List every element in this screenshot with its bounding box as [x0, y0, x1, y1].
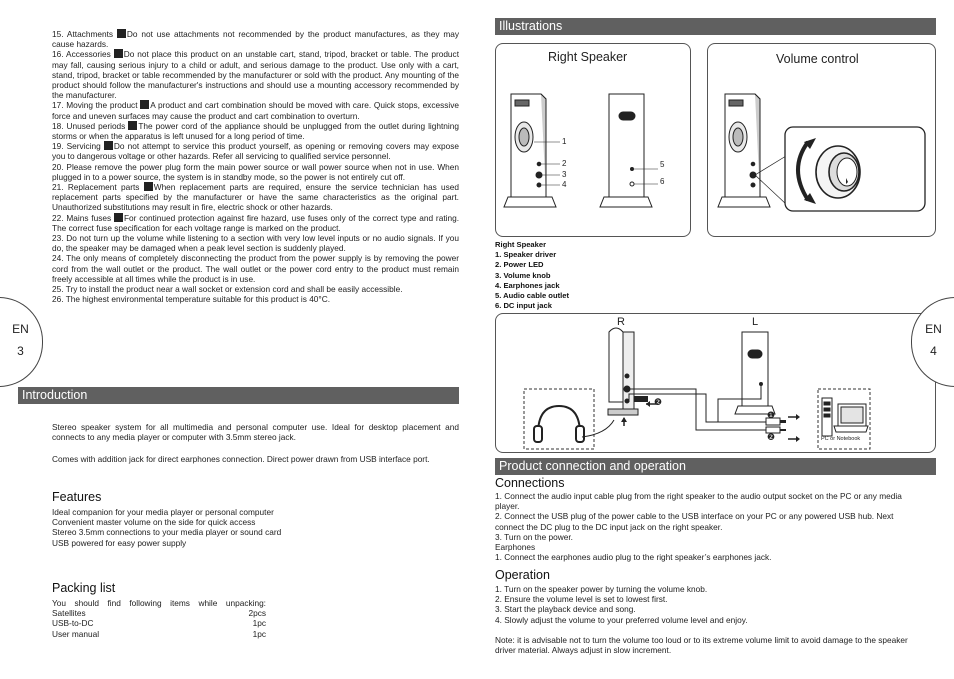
safety-list [52, 29, 459, 304]
bullet-square-icon [144, 182, 153, 191]
packing-qty: 2pcs [248, 608, 266, 619]
step-1-marker: ❶ [767, 410, 776, 420]
safety-item-body: 25. Try to install the product near a wall socket or extension cord and shall be easily accessible. [52, 284, 403, 295]
packing-item: Satellites [52, 608, 86, 619]
computer-icon [822, 398, 868, 436]
feature-item: Convenient master volume on the side for quick access [52, 517, 256, 528]
tab-page-number: 4 [930, 344, 937, 358]
section-bar-introduction [18, 387, 459, 404]
features-title: Features [52, 490, 102, 504]
legend-title: Right Speaker [495, 240, 547, 249]
safety-item-head: 22. Mains fuses [52, 212, 112, 223]
speaker-l-label: L [752, 316, 759, 328]
step-2-marker: ❷ [767, 432, 776, 442]
feature-item: USB powered for easy power supply [52, 537, 187, 548]
tab-page-number: 3 [17, 344, 24, 358]
speaker-l-icon [735, 332, 775, 414]
intro-paragraph-2: Comes with addition jack for direct earphones connection. Direct power drawn from USB interface port. [52, 454, 430, 464]
packing-item: USB-to-DC [52, 618, 94, 629]
safety-item-body: Do not use attachments not recommended by the product manufactures, as they may cause hazards. [52, 29, 460, 50]
connection-drawing [496, 314, 937, 454]
safety-item-23 [52, 233, 459, 253]
figure-title: Volume control [776, 52, 859, 66]
section-bar-illustrations [495, 18, 936, 35]
safety-item-head: 17. Moving the product [52, 100, 138, 111]
pc-notebook-label: PC or Notebook [821, 436, 861, 442]
parts-legend [495, 240, 569, 311]
safety-item-body: 20. Please remove the power plug form the main power source or wall power source when not in use. When plugged in to a power source, the system is in standby mode, so the power is not entirely cut off. [52, 161, 459, 182]
connection-step: 3. Turn on the power. [495, 531, 573, 542]
safety-item-25 [52, 284, 459, 294]
connection-step: 1. Connect the audio input cable plug from the right speaker to the audio output socket on the PC or any media player. [495, 491, 902, 512]
figure-title: Right Speaker [548, 50, 628, 64]
safety-item-body: Do not place this product on an unstable cart, stand, tripod, bracket or table. The product may fall, causing serious injury to a child or adult, and serious damage to the product. Use only with a cart, stand, tripod, bracket or table recommended by the manufacturer or sold with the product. Any mounting of the product should follow the manufacturer's instructions and should use a mounting accessory recommended by the manufacturer. [52, 49, 459, 101]
legend-item: 6. DC input jack [495, 301, 552, 311]
bullet-square-icon [128, 121, 137, 130]
safety-item-body: A product and cart combination should be moved with care. Quick stops, excessive force and uneven surfaces may cause the product and cart combination to overturn. [52, 100, 459, 121]
bullet-square-icon [104, 141, 113, 150]
packing-row [52, 629, 266, 639]
section-title: Product connection and operation [499, 459, 686, 473]
safety-item-body: 23. Do not turn up the volume while listening to a section with very low level inputs or no audio signals. If you do, the speaker may be damaged when a peak level section is suddenly played. [52, 233, 459, 254]
tab-language: EN [925, 322, 942, 336]
step-2-marker: ❷ [654, 397, 663, 407]
right-speaker-figure [495, 43, 691, 237]
tab-language: EN [12, 322, 29, 336]
volume-knob-drawing [708, 44, 937, 238]
callout-1: 1 [562, 137, 567, 146]
packing-list [52, 598, 266, 639]
legend-item: 5. Audio cable outlet [495, 291, 569, 301]
safety-item-head: 16. Accessories [52, 49, 111, 60]
callout-6: 6 [660, 177, 665, 186]
packing-qty: 1pc [252, 618, 266, 629]
callout-5: 5 [660, 160, 665, 169]
legend-item: 2. Power LED [495, 260, 544, 270]
packing-item: User manual [52, 628, 100, 639]
legend-item: 1. Speaker driver [495, 250, 557, 260]
connection-diagram [495, 313, 936, 453]
safety-item-body: When replacement parts are required, ensure the service technician has used replacement parts specified by the manufacturer or have the same characteristics as the original part. Unauthorized substitutions may result in fire, electric shock or other hazards. [52, 182, 459, 213]
safety-item-17 [52, 100, 459, 120]
connection-step: 1. Connect the earphones audio plug to the right speaker’s earphones jack. [495, 552, 772, 563]
packing-title: Packing list [52, 581, 116, 595]
volume-control-figure [707, 43, 936, 237]
right-speaker-drawing [496, 44, 692, 238]
speaker-r-label: R [617, 316, 625, 328]
operation-step: 1. Turn on the speaker power by turning the volume knob. [495, 584, 708, 594]
bullet-square-icon [114, 213, 123, 222]
connections-title: Connections [495, 476, 565, 490]
safety-item-21 [52, 182, 459, 213]
safety-item-body: 26. The highest environmental temperature suitable for this product is 40°C. [52, 294, 331, 305]
safety-item-22 [52, 213, 459, 233]
safety-item-15 [52, 29, 459, 49]
bullet-square-icon [117, 29, 126, 38]
headphones-icon [534, 406, 584, 442]
safety-item-head: 18. Unused periods [52, 120, 126, 131]
safety-item-24 [52, 253, 459, 284]
packing-row [52, 608, 266, 618]
intro-paragraph-1: Stereo speaker system for all multimedia and personal computer use. Ideal for desktop placement and connects to any media player or computer with 3.5mm stereo jack. [52, 422, 459, 443]
connections-text [495, 491, 905, 562]
callout-3: 3 [562, 170, 567, 179]
feature-item: Stereo 3.5mm connections to your media player or sound card [52, 527, 282, 538]
safety-item-body: The power cord of the appliance should be unplugged from the outlet during lightning storms or when the apparatus is left unused for a long period of time. [52, 120, 459, 142]
safety-item-body: 24. The only means of completely disconnecting the product from the power supply is by removing the power cord from the wall outlet or the product. The wall outlet or the power cord entry to the product must remain freely accessible at all times while the product is in use. [52, 253, 459, 284]
connection-step: 2. Connect the USB plug of the power cable to the USB interface on your PC or any powered USB hub. Next connect the DC plug to the DC input jack on the right speaker. [495, 511, 894, 532]
safety-item-head: 19. Servicing [52, 141, 101, 152]
bullet-square-icon [140, 100, 149, 109]
safety-item-body: For continued protection against fire hazard, use fuses only of the correct type and rating. The correct fuse specification for each voltage range is marked on the product. [52, 212, 459, 233]
packing-intro: You should find following items while unpacking: [52, 598, 266, 608]
section-title: Introduction [22, 388, 88, 402]
safety-item-head: 15. Attachments [52, 29, 114, 39]
operation-step: 3. Start the playback device and song. [495, 604, 636, 615]
operation-note: Note: it is advisable not to turn the volume too loud or to its extreme volume limit to avoid damage to the speaker driver material. Always adjust in slow increment. [495, 634, 908, 656]
callout-4: 4 [562, 180, 567, 189]
speaker-back-view [600, 94, 652, 207]
speaker-r-icon [608, 328, 638, 415]
safety-item-body: Do not attempt to service this product yourself, as opening or removing covers may expose you to dangerous voltage or other hazards. Refer all servicing to qualified service personnel. [52, 141, 459, 162]
callout-2: 2 [562, 159, 567, 168]
section-title: Illustrations [499, 19, 563, 33]
operation-text [495, 584, 910, 655]
legend-item: 4. Earphones jack [495, 280, 560, 290]
operation-step: 2. Ensure the volume level is set to lowest first. [495, 594, 668, 605]
speaker-front-view [504, 94, 556, 207]
bullet-square-icon [114, 49, 123, 58]
safety-item-18 [52, 121, 459, 141]
features-list [52, 507, 281, 548]
safety-item-head: 21. Replacement parts [52, 182, 140, 193]
earphones-subheading: Earphones [495, 542, 536, 553]
safety-item-26 [52, 294, 459, 304]
operation-title: Operation [495, 568, 550, 582]
packing-qty: 1pc [252, 628, 266, 639]
packing-row [52, 618, 266, 628]
safety-item-19 [52, 141, 459, 161]
safety-item-20 [52, 162, 459, 182]
operation-step: 4. Slowly adjust the volume to your preferred volume level and enjoy. [495, 614, 748, 625]
safety-item-16 [52, 49, 459, 100]
section-bar-product-connection [495, 458, 936, 475]
page-tab-left [0, 297, 43, 387]
legend-item: 3. Volume knob [495, 270, 551, 280]
feature-item: Ideal companion for your media player or personal computer [52, 507, 274, 517]
